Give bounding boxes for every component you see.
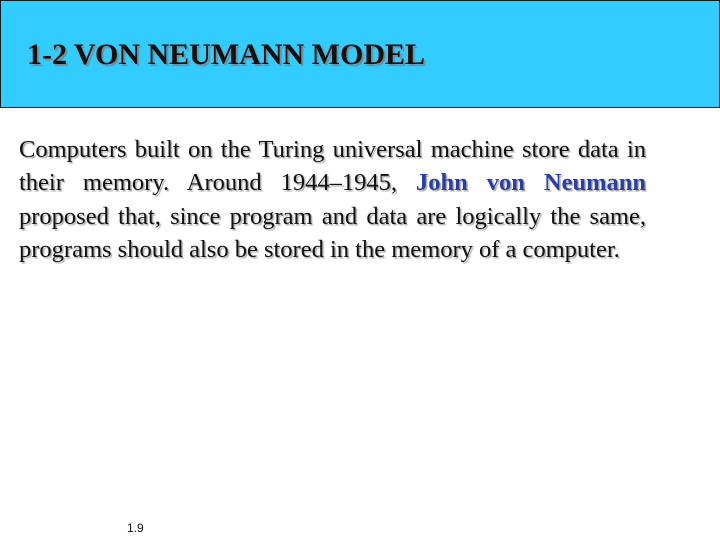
title-bar: [0, 0, 720, 108]
body-text-before: Computers built on the Turing universal machine store data in their memory. Around 1944–1945,: [19, 136, 646, 197]
body-paragraph: [19, 133, 646, 267]
highlighted-name: John von Neumann: [416, 169, 647, 197]
body-text-after: proposed that, since program and data are logically the same, programs should also be stored in the memory of a computer.: [19, 202, 646, 264]
page-number: 1.9: [127, 521, 144, 535]
slide-title: 1-2 VON NEUMANN MODEL: [27, 38, 425, 71]
